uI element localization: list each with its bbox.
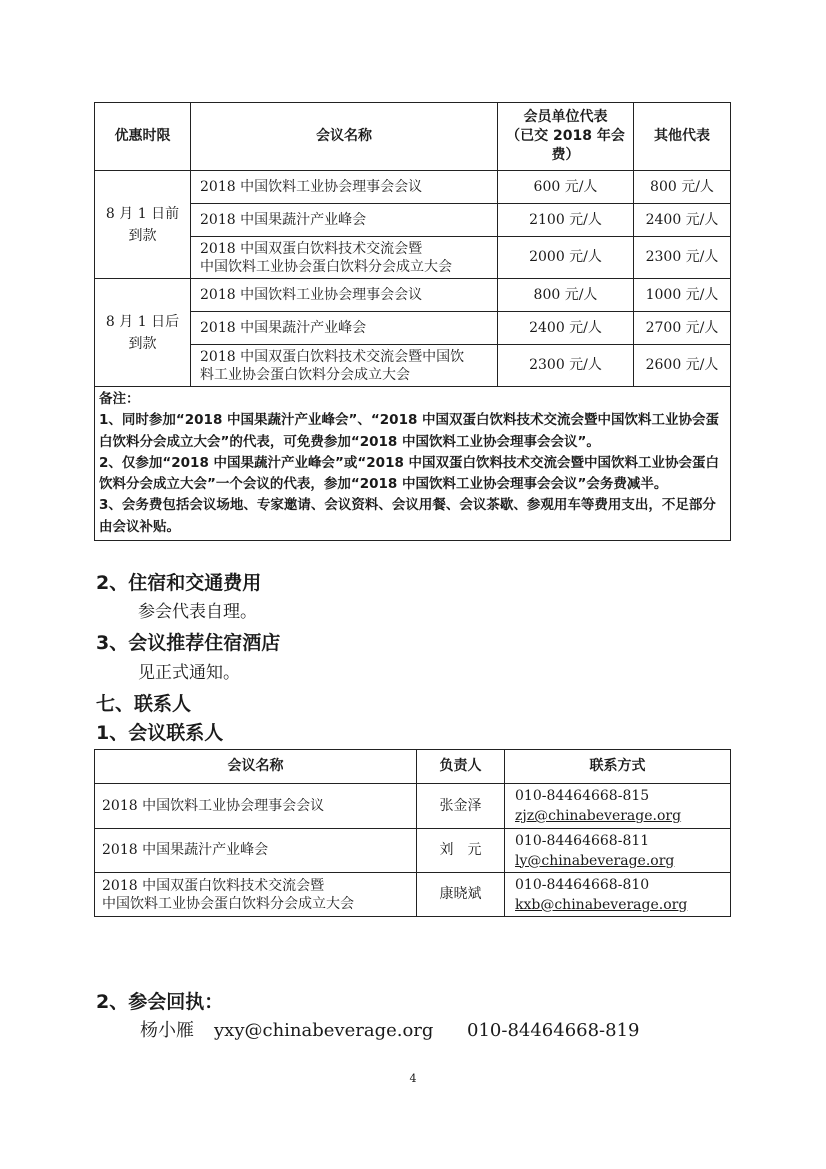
period-line: 8 月 1 日前 (105, 205, 180, 222)
meeting-name (191, 237, 498, 279)
meeting-name-line: 2018 中国饮料工业协会理事会会议 (200, 286, 423, 303)
header-member (498, 103, 634, 171)
page-number: 4 (409, 1072, 417, 1085)
fee-table-header-row (95, 103, 731, 171)
contact-row (95, 829, 731, 873)
other-price: 2600 元/人 (634, 345, 731, 387)
contact-phone: 010-84464668-815 (515, 788, 650, 804)
other-price: 800 元/人 (634, 171, 731, 204)
fee-row (95, 204, 731, 237)
meeting-name (191, 345, 498, 387)
contact-person: 康晓斌 (417, 873, 505, 917)
hotel-text: 见正式通知。 (138, 663, 240, 683)
header-other: 其他代表 (634, 103, 731, 171)
member-price: 800 元/人 (498, 279, 634, 312)
contact-info (505, 873, 731, 917)
note-item: 3、会务费包括会议场地、专家邀请、会议资料、会议用餐、会议茶歇、参观用车等费用支出，不足部分由会议补贴。 (99, 497, 716, 535)
meeting-name (191, 171, 498, 204)
fee-row (95, 312, 731, 345)
reply-contact-line (140, 1019, 640, 1043)
contact-email[interactable]: ly@chinabeverage.org (515, 852, 675, 869)
meeting-name-line: 2018 中国果蔬汁产业峰会 (200, 319, 367, 336)
member-price: 2000 元/人 (498, 237, 634, 279)
lodging-heading: 2、住宿和交通费用 (96, 572, 262, 594)
contacts-heading: 七、联系人 (96, 693, 192, 715)
meeting-contacts-heading: 1、会议联系人 (96, 722, 224, 744)
fee-row (95, 171, 731, 204)
notes-cell (95, 387, 731, 541)
period-line: 8 月 1 日后 (105, 313, 180, 330)
meeting-name-line: 2018 中国饮料工业协会理事会会议 (102, 797, 325, 814)
contact-row (95, 784, 731, 829)
contact-info (505, 784, 731, 829)
notes-title: 备注： (99, 391, 140, 407)
period-line: 到款 (128, 227, 157, 244)
member-price: 600 元/人 (498, 171, 634, 204)
reply-name: 杨小雁 (140, 1020, 194, 1041)
header-person: 负责人 (417, 750, 505, 784)
header-member-line: （已交 2018 年会 (506, 128, 625, 144)
reply-phone: 010-84464668-819 (467, 1020, 640, 1041)
note-item: 1、同时参加“2018 中国果蔬汁产业峰会”、“2018 中国双蛋白饮料技术交流会暨中国饮料工业协会蛋白饮料分会成立大会”的代表，可免费参加“2018 中国饮料工业协会理事会会议”。 (99, 412, 720, 450)
notes-row (95, 387, 731, 541)
contact-phone: 010-84464668-811 (515, 832, 650, 849)
header-meeting: 会议名称 (191, 103, 498, 171)
contact-meeting-name (95, 873, 417, 917)
other-price: 1000 元/人 (634, 279, 731, 312)
meeting-name (191, 204, 498, 237)
lodging-text: 参会代表自理。 (138, 602, 257, 622)
note-item: 2、仅参加“2018 中国果蔬汁产业峰会”或“2018 中国双蛋白饮料技术交流会暨中国饮料工业协会蛋白饮料分会成立大会”一个会议的代表，参加“2018 中国饮料工业协会理事会会议”会务费减半。 (99, 454, 720, 493)
header-contact: 联系方式 (505, 750, 731, 784)
other-price: 2700 元/人 (634, 312, 731, 345)
contact-person: 张金泽 (417, 784, 505, 829)
other-price: 2400 元/人 (634, 204, 731, 237)
other-price: 2300 元/人 (634, 237, 731, 279)
reply-email[interactable]: yxy@chinabeverage.org (214, 1020, 434, 1041)
member-price: 2100 元/人 (498, 204, 634, 237)
meeting-name-line: 2018 中国双蛋白饮料技术交流会暨 (102, 877, 325, 894)
meeting-name (191, 279, 498, 312)
fee-row (95, 279, 731, 312)
meeting-name-line: 中国饮料工业协会蛋白饮料分会成立大会 (200, 258, 452, 275)
contact-email[interactable]: zjz@chinabeverage.org (515, 808, 682, 824)
meeting-name-line: 2018 中国果蔬汁产业峰会 (102, 842, 269, 858)
hotel-heading: 3、会议推荐住宿酒店 (96, 632, 281, 654)
meeting-name (191, 312, 498, 345)
contact-row (95, 873, 731, 917)
fee-table (94, 102, 731, 541)
contact-meeting-name (95, 784, 417, 829)
meeting-name-line: 2018 中国双蛋白饮料技术交流会暨 (200, 240, 423, 257)
contact-info (505, 829, 731, 873)
period-cell (95, 279, 191, 387)
meeting-name-line: 2018 中国果蔬汁产业峰会 (200, 211, 367, 228)
member-price: 2400 元/人 (498, 312, 634, 345)
meeting-name-line: 2018 中国双蛋白饮料技术交流会暨中国饮 (200, 348, 465, 365)
member-price: 2300 元/人 (498, 345, 634, 387)
header-member-line: 费） (551, 147, 580, 163)
meeting-name-line: 料工业协会蛋白饮料分会成立大会 (200, 366, 410, 383)
contact-table-header-row (95, 750, 731, 784)
reply-heading: 2、参会回执： (96, 991, 224, 1013)
period-line: 到款 (128, 335, 157, 352)
header-member-line: 会员单位代表 (523, 109, 608, 125)
contact-email[interactable]: kxb@chinabeverage.org (515, 896, 688, 913)
contact-person: 刘 元 (417, 829, 505, 873)
header-meeting: 会议名称 (95, 750, 417, 784)
contact-meeting-name (95, 829, 417, 873)
fee-row (95, 237, 731, 279)
header-period: 优惠时限 (95, 103, 191, 171)
meeting-name-line: 2018 中国饮料工业协会理事会会议 (200, 178, 423, 195)
contact-table (94, 749, 731, 917)
meeting-name-line: 中国饮料工业协会蛋白饮料分会成立大会 (102, 895, 354, 912)
period-cell (95, 171, 191, 279)
fee-row (95, 345, 731, 387)
contact-phone: 010-84464668-810 (515, 876, 650, 893)
